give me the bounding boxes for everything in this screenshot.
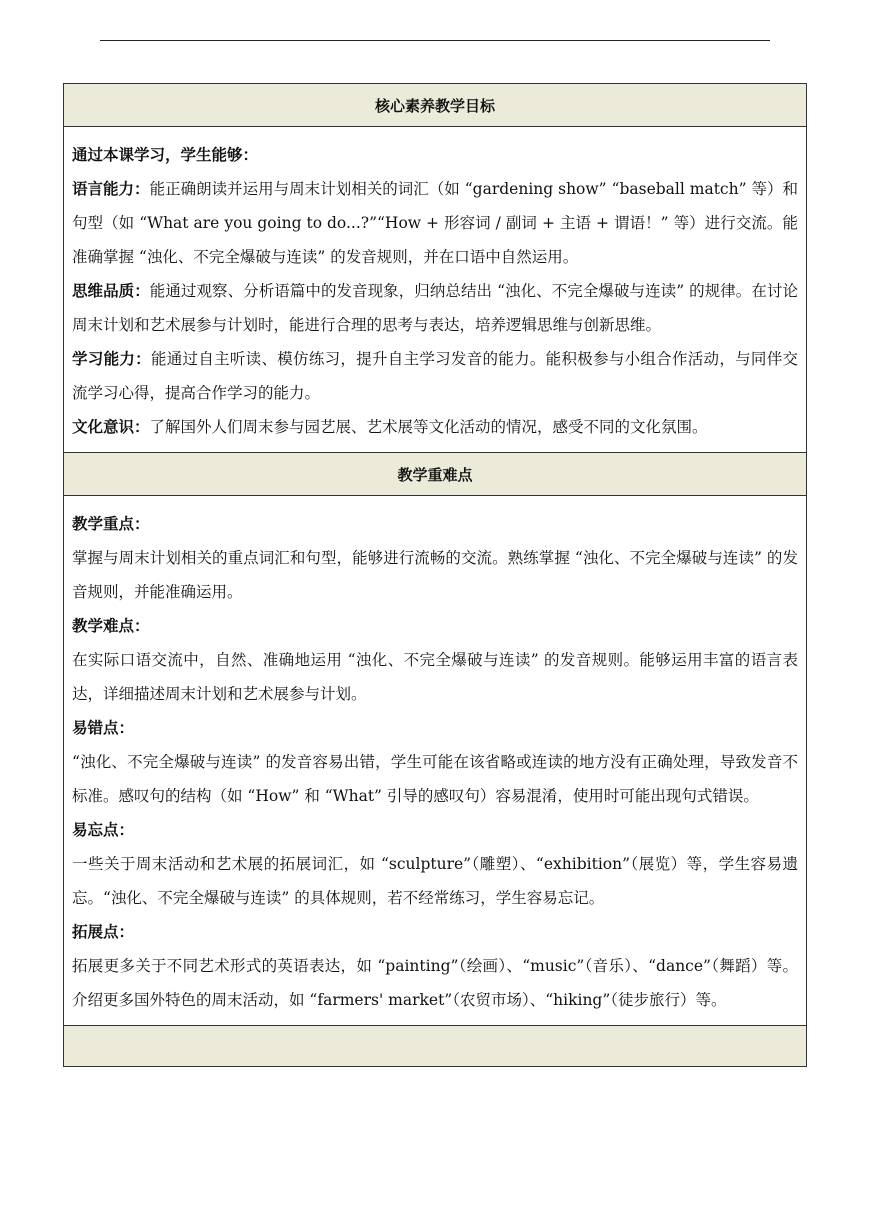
easy-forget-heading: 易忘点： xyxy=(72,820,135,839)
goal-text: 能正确朗读并运用与周末计划相关的词汇（如 “gardening show” “baseball match” 等）和句型（如 “What are you going to do...?”“How + 形容词 / 副词 + 主语 + 谓语！” 等）进行交流。能准确掌握 “浊化、不完全爆破与连读” 的发音规则，并在口语中自然运用。 xyxy=(72,180,798,266)
goal-learning xyxy=(72,342,798,410)
empty-footer-row xyxy=(64,1026,807,1067)
difficulty-heading: 教学难点： xyxy=(72,616,150,635)
lesson-plan-table xyxy=(63,83,807,1067)
goals-content xyxy=(64,127,807,453)
header-rule xyxy=(100,40,770,41)
goal-text: 能通过观察、分析语篇中的发音现象，归纳总结出 “浊化、不完全爆破与连读” 的规律。在讨论周末计划和艺术展参与计划时，能进行合理的思考与表达，培养逻辑思维与创新思维。 xyxy=(72,282,798,334)
goal-label: 学习能力： xyxy=(72,349,151,368)
section-header-goals: 核心素养教学目标 xyxy=(64,84,807,127)
goal-text: 能通过自主听读、模仿练习，提升自主学习发音的能力。能积极参与小组合作活动，与同伴交流学习心得，提高合作学习的能力。 xyxy=(72,350,798,402)
key-point-heading: 教学重点： xyxy=(72,514,150,533)
error-prone-text: “浊化、不完全爆破与连读” 的发音容易出错，学生可能在该省略或连读的地方没有正确处理，导致发音不标准。感叹句的结构（如 “How” 和 “What” 引导的感叹句）容易混淆，使用时可能出现句式错误。 xyxy=(72,753,798,805)
easy-forget-text: 一些关于周末活动和艺术展的拓展词汇，如 “sculpture”（雕塑）、“exhibition”（展览）等，学生容易遗忘。“浊化、不完全爆破与连读” 的具体规则，若不经常练习，学生容易忘记。 xyxy=(72,855,798,907)
goal-thinking xyxy=(72,274,798,342)
difficulty-text: 在实际口语交流中，自然、准确地运用 “浊化、不完全爆破与连读” 的发音规则。能够运用丰富的语言表达，详细描述周末计划和艺术展参与计划。 xyxy=(72,651,798,703)
key-point-text: 掌握与周末计划相关的重点词汇和句型，能够进行流畅的交流。熟练掌握 “浊化、不完全爆破与连读” 的发音规则，并能准确运用。 xyxy=(72,549,798,601)
goal-culture xyxy=(72,410,798,444)
goal-label: 思维品质： xyxy=(72,281,150,300)
goal-label: 语言能力： xyxy=(72,179,150,198)
extension-heading: 拓展点： xyxy=(72,922,135,941)
goals-intro: 通过本课学习，学生能够： xyxy=(72,145,259,164)
goal-text: 了解国外人们周末参与园艺展、艺术展等文化活动的情况，感受不同的文化氛围。 xyxy=(149,418,708,436)
goal-label: 文化意识： xyxy=(72,417,150,436)
section-header-key-points: 教学重难点 xyxy=(64,453,807,496)
extension-text: 拓展更多关于不同艺术形式的英语表达，如 “painting”（绘画）、“music”（音乐）、“dance”（舞蹈）等。介绍更多国外特色的周末活动，如 “farmers' market”（农贸市场）、“hiking”（徒步旅行）等。 xyxy=(72,957,798,1009)
goal-language xyxy=(72,172,798,274)
error-prone-heading: 易错点： xyxy=(72,718,135,737)
key-points-content xyxy=(64,496,807,1026)
